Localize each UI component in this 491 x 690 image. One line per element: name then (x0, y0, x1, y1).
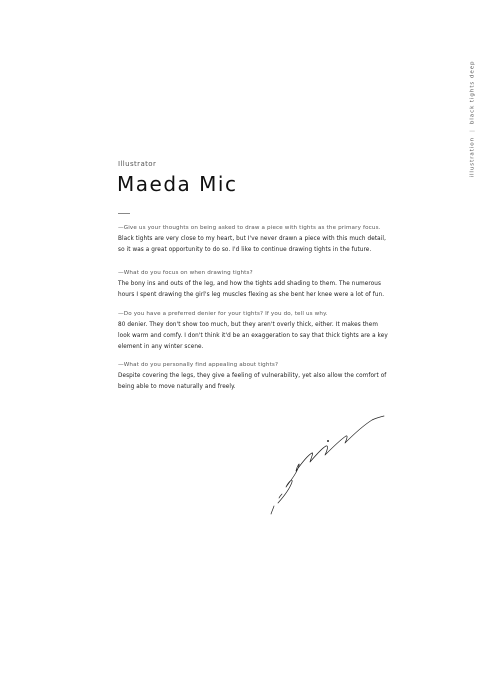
question-1: —Give us your thoughts on being asked to draw a piece with tights as the primary focus. (118, 225, 381, 231)
answer-4-line-2: being able to move naturally and freely. (118, 383, 236, 390)
answer-1 (118, 234, 414, 256)
answer-3 (118, 320, 414, 352)
side-label-left: illustration (469, 136, 475, 178)
side-label-text (469, 61, 475, 178)
question-4: —What do you personally find appealing about tights? (118, 362, 279, 368)
role-label: Illustrator (118, 160, 157, 168)
answer-3-line-3: element in any winter scene. (118, 343, 204, 350)
answer-3-line-1: 80 denier. They don't show too much, but they aren't overly thick, either. It makes them (118, 322, 378, 328)
answer-4-line-1: Despite covering the legs, they give a feeling of vulnerability, yet also allow the comfort of (118, 373, 387, 379)
question-3: —Do you have a preferred denier for your tights? If you do, tell us why. (118, 311, 328, 317)
short-divider (118, 213, 130, 214)
qa-item-2 (118, 269, 414, 301)
artist-name: Maeda Mic (117, 172, 238, 196)
answer-3-line-2: look warm and comfy. I don't think it'd be an exaggeration to say that thick tights are a key (118, 332, 388, 339)
answer-1-line-1: Black tights are very close to my heart, but I've never drawn a piece with this much detail, (118, 236, 386, 242)
answer-2-line-1: The bony ins and outs of the leg, and how the tights add shading to them. The numerous (118, 281, 382, 287)
side-label (462, 44, 482, 194)
answer-2 (118, 279, 414, 301)
qa-item-1 (118, 224, 414, 256)
answer-4 (118, 371, 414, 393)
side-label-right: black tights deep (469, 60, 475, 125)
question-2: —What do you focus on when drawing tights? (118, 270, 253, 276)
qa-item-3 (118, 310, 414, 352)
side-label-divider: | (469, 129, 475, 132)
artist-signature (268, 408, 408, 518)
qa-item-4 (118, 361, 414, 393)
answer-2-line-2: hours I spent drawing the girl's leg muscles flexing as she bent her knee were a lot of fun. (118, 291, 385, 298)
answer-1-line-2: so it was a great opportunity to do so. I'd like to continue drawing tights in the future. (118, 246, 372, 253)
